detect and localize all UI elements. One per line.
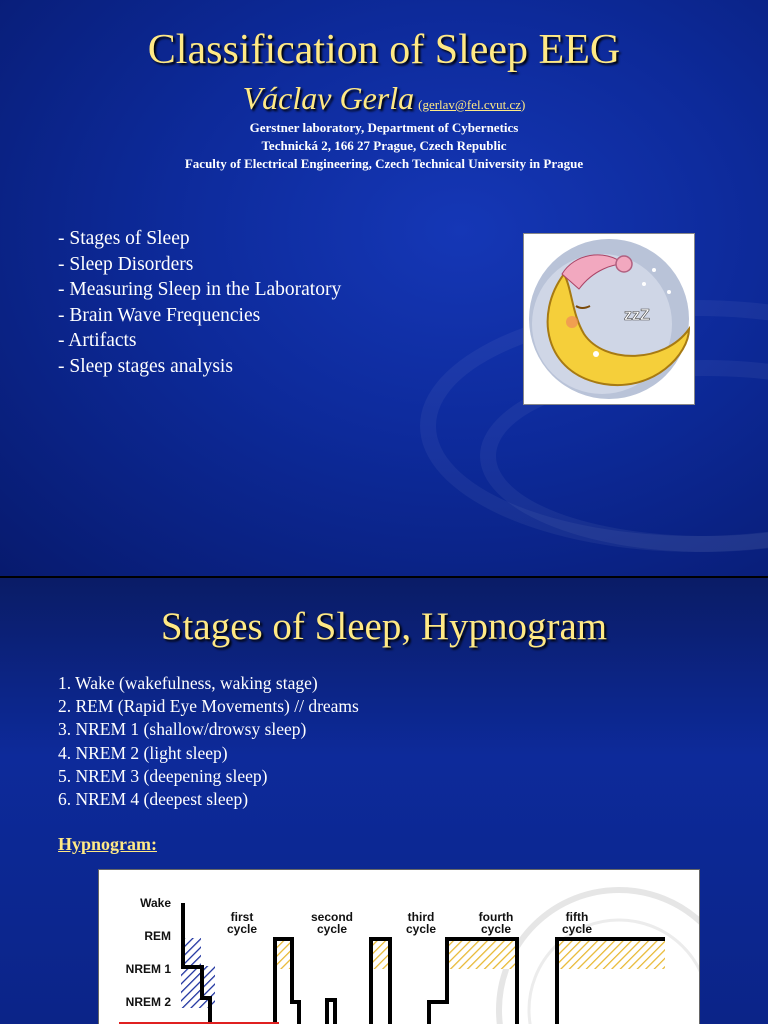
list-item: - Measuring Sleep in the Laboratory — [58, 279, 342, 300]
rem-period — [447, 939, 517, 969]
list-item: 1. Wake (wakefulness, waking stage) — [58, 673, 318, 693]
list-item: 4. NREM 2 (light sleep) — [58, 742, 228, 763]
list-item: 5. NREM 3 (deepening sleep) — [58, 765, 268, 786]
cycle-label: fifth cycle — [561, 910, 593, 936]
list-item: - Sleep stages analysis — [58, 355, 233, 377]
slide-title: Classification of Sleep EEG — [147, 27, 621, 73]
affiliation-line: Gerstner laboratory, Department of Cybernetics — [249, 120, 519, 135]
sleeping-moon-image — [523, 233, 695, 405]
list-item: - Artifacts — [58, 330, 137, 351]
author-email: (gerlav@fel.cvut.cz) — [418, 97, 526, 112]
list-item: - Stages of Sleep — [58, 228, 190, 249]
affiliation-line: Faculty of Electrical Engineering, Czech Technical University in Prague — [184, 156, 584, 171]
list-item: - Brain Wave Frequencies — [58, 304, 261, 326]
rem-period — [557, 939, 665, 969]
cycle-label: second cycle — [310, 910, 353, 936]
hypnogram-graph — [99, 870, 699, 1024]
cycle-label: third cycle — [405, 910, 437, 936]
list-item: 2. REM (Rapid Eye Movements) // dreams — [58, 696, 359, 717]
slide-title: Stages of Sleep, Hypnogram — [160, 605, 608, 648]
author-line — [0, 80, 768, 117]
list-item: 6. NREM 4 (deepest sleep) — [58, 789, 249, 810]
stage-label-rem: REM — [144, 929, 171, 943]
email-link[interactable]: gerlav@fel.cvut.cz — [422, 97, 522, 112]
stage-label-nrem1: NREM 1 — [125, 962, 171, 976]
hypnogram-heading: Hypnogram: — [58, 834, 157, 854]
author-name: Václav Gerla — [242, 80, 415, 116]
stage-label-wake: Wake — [140, 896, 171, 910]
topic-list — [58, 226, 341, 379]
affiliation-line: Technická 2, 166 27 Prague, Czech Republic — [261, 138, 507, 153]
list-item: - Sleep Disorders — [58, 253, 194, 275]
slide-2 — [0, 578, 768, 1024]
cycle-label: fourth cycle — [478, 910, 514, 936]
stage-list — [58, 672, 359, 811]
stage-label-nrem2: NREM 2 — [125, 995, 171, 1009]
list-item: 3. NREM 1 (shallow/drowsy sleep) — [58, 719, 307, 740]
rem-period — [371, 939, 390, 969]
rem-period — [275, 939, 292, 969]
zzz-text: zzZ — [624, 307, 650, 324]
hypnogram-figure — [98, 869, 700, 1024]
cycle-label: first cycle — [226, 910, 258, 936]
moon-illustration — [524, 234, 694, 404]
